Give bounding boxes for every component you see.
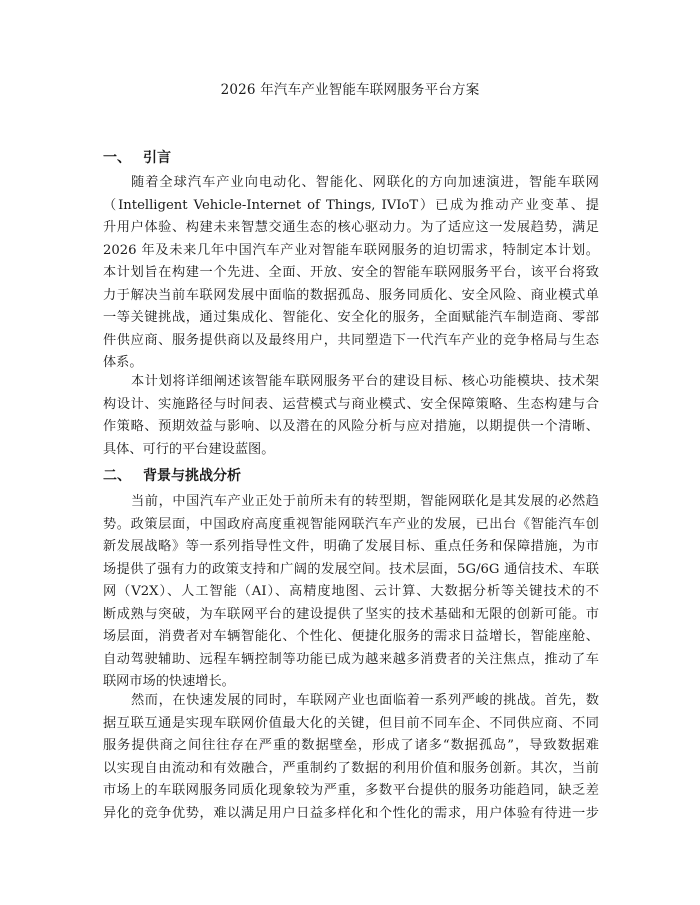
section-heading-introduction [103, 147, 171, 167]
text-line: 一等关键挑战，通过集成化、智能化、安全化的服务，全面赋能汽车制造商、零部 [103, 310, 599, 325]
text-line: 网（V2X）、人工智能（AI）、高精度地图、云计算、大数据分析等关键技术的不 [103, 584, 599, 599]
text-line: 场层面，消费者对车辆智能化、个性化、便捷化服务的需求日益增长，智能座舱、 [103, 629, 599, 644]
text-line: 体系。 [103, 355, 143, 370]
text-line: 本计划将详细阐述该智能车联网服务平台的建设目标、核心功能模块、技术架 [131, 374, 599, 389]
section-title: 引言 [143, 150, 171, 166]
text-line: 件供应商、服务提供商以及最终用户，共同塑造下一代汽车产业的竞争格局与生态 [103, 332, 599, 348]
paragraph-background-1 [103, 491, 599, 694]
paragraph-intro-1 [103, 172, 599, 375]
text-line: 力于解决当前车联网发展中面临的数据孤岛、服务同质化、安全风险、商业模式单 [103, 287, 599, 303]
text-line: 势。政策层面，中国政府高度重视智能网联汽车产业的发展，已出台《智能汽车创 [103, 516, 599, 532]
text-line: 具体、可行的平台建设蓝图。 [103, 441, 275, 457]
text-line: 断成熟与突破，为车联网平台的建设提供了坚实的技术基础和无限的创新可能。市 [103, 606, 599, 622]
text-line: 构设计、实施路径与时间表、运营模式与商业模式、安全保障策略、生态构建与合 [103, 396, 599, 412]
text-line: 市场上的车联网服务同质化现象较为严重，多数平台提供的服务功能趋同，缺乏差 [103, 783, 599, 798]
text-line: 自动驾驶辅助、远程车辆控制等功能已成为越来越多消费者的关注焦点，推动了车 [103, 651, 599, 667]
text-line: 升用户体验、构建未来智慧交通生态的核心驱动力。为了适应这一发展趋势，满足 [103, 220, 599, 235]
text-line: （Intelligent Vehicle-Internet of Things, IVIoT）已成为推动产业变革、提 [103, 197, 599, 213]
text-line: 异化的竞争优势，难以满足用户日益多样化和个性化的需求，用户体验有待进一步 [103, 805, 599, 821]
text-line: 当前，中国汽车产业正处于前所未有的转型期，智能网联化是其发展的必然趋 [131, 494, 599, 509]
section-number: 二、 [103, 468, 131, 484]
section-title: 背景与挑战分析 [143, 468, 241, 484]
text-line: 联网市场的快速增长。 [103, 674, 235, 689]
text-line: 服务提供商之间往往存在严重的数据壁垒，形成了诸多“数据孤岛”，导致数据难 [103, 738, 599, 753]
section-heading-background [103, 465, 241, 485]
text-line: 本计划旨在构建一个先进、全面、开放、安全的智能车联网服务平台，该平台将致 [103, 265, 599, 280]
document-title: 2026 年汽车产业智能车联网服务平台方案 [220, 82, 480, 98]
text-line: 然而，在快速发展的同时，车联网产业也面临着一系列严峻的挑战。首先，数 [131, 693, 599, 708]
section-number: 一、 [103, 150, 131, 166]
paragraph-intro-2 [103, 371, 599, 461]
text-line: 2026 年及未来几年中国汽车产业对智能车联网服务的迫切需求，特制定本计划。 [103, 242, 599, 258]
text-line: 据互联互通是实现车联网价值最大化的关键，但目前不同车企、不同供应商、不同 [103, 715, 599, 731]
text-line: 作策略、预期效益与影响、以及潜在的风险分析与应对措施，以期提供一个清晰、 [103, 419, 599, 434]
paragraph-background-2 [103, 690, 599, 825]
text-line: 新发展战略》等一系列指导性文件，明确了发展目标、重点任务和保障措施，为市 [103, 539, 599, 554]
text-line: 随着全球汽车产业向电动化、智能化、网联化的方向加速演进，智能车联网 [131, 175, 599, 190]
text-line: 场提供了强有力的政策支持和广阔的发展空间。技术层面，5G/6G 通信技术、车联 [103, 561, 599, 577]
text-line: 以实现自由流动和有效融合，严重制约了数据的利用价值和服务创新。其次，当前 [103, 760, 599, 776]
